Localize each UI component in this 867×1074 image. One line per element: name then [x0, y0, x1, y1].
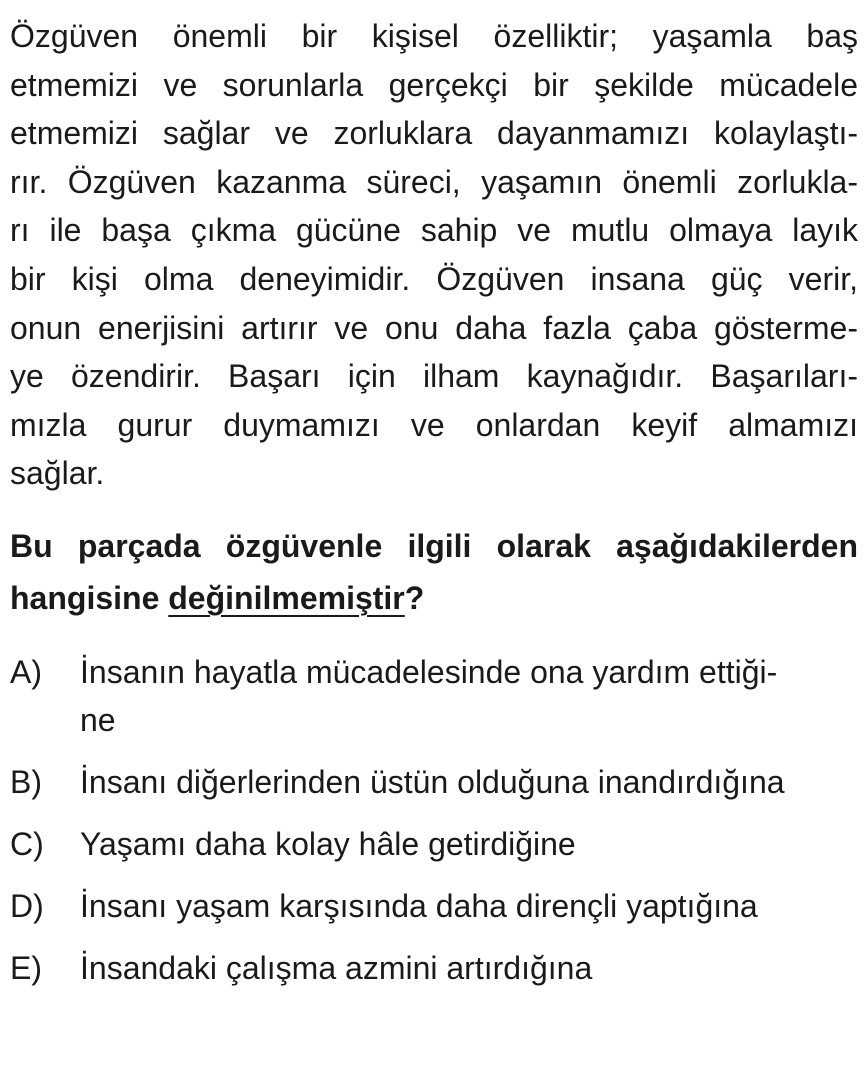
option-text: Yaşamı daha kolay hâle getirdiğine [80, 825, 576, 862]
option-letter: A) [10, 653, 42, 690]
question-line-1: Bu parçada özgüvenle ilgili olarak aşağıdakilerden [10, 527, 858, 564]
passage [10, 12, 858, 498]
passage-line: Özgüven önemli bir kişisel özelliktir; yaşamla baş [10, 18, 858, 54]
option-b[interactable] [10, 758, 858, 806]
option-text-line: ne [80, 701, 116, 738]
question-prefix: hangisine [10, 579, 169, 616]
passage-line: etmemizi ve sorunlarla gerçekçi bir şekilde mücadele [10, 66, 858, 103]
option-letter: E) [10, 949, 42, 986]
passage-line: ye özendirir. Başarı için ilham kaynağıdır. Başarıları- [10, 358, 858, 395]
option-letter: B) [10, 763, 42, 800]
question-line-2 [10, 572, 858, 624]
passage-line: sağlar. [10, 455, 105, 492]
passage-line: bir kişi olma deneyimidir. Özgüven insana güç verir, [10, 260, 858, 297]
passage-line: mızla gurur duymamızı ve onlardan keyif almamızı [10, 406, 858, 443]
answer-options [10, 648, 858, 992]
question-page [10, 12, 858, 1006]
option-text: İnsanı yaşam karşısında daha dirençli yaptığına [80, 887, 758, 924]
option-a[interactable] [10, 648, 858, 744]
passage-line: rı ile başa çıkma gücüne sahip ve mutlu olmaya layık [10, 212, 858, 249]
option-text-line: İnsanın hayatla mücadelesinde ona yardım ettiği- [80, 653, 778, 690]
passage-line: rır. Özgüven kazanma süreci, yaşamın önemli zorlukla- [10, 163, 858, 200]
passage-line: onun enerjisini artırır ve onu daha fazla çaba gösterme- [10, 309, 858, 346]
option-text: İnsandaki çalışma azmini artırdığına [80, 949, 593, 986]
option-d[interactable] [10, 882, 858, 930]
option-letter: C) [10, 825, 44, 862]
question-mark: ? [404, 579, 425, 616]
passage-line: etmemizi sağlar ve zorluklara dayanmamızı kolaylaştı- [10, 115, 858, 152]
question-stem [10, 520, 858, 624]
option-letter: D) [10, 887, 44, 924]
option-c[interactable] [10, 820, 858, 868]
option-text [80, 648, 858, 744]
option-e[interactable] [10, 944, 858, 992]
question-underlined-word: değinilmemiştir [168, 579, 405, 616]
option-text: İnsanı diğerlerinden üstün olduğuna inandırdığına [80, 763, 785, 800]
